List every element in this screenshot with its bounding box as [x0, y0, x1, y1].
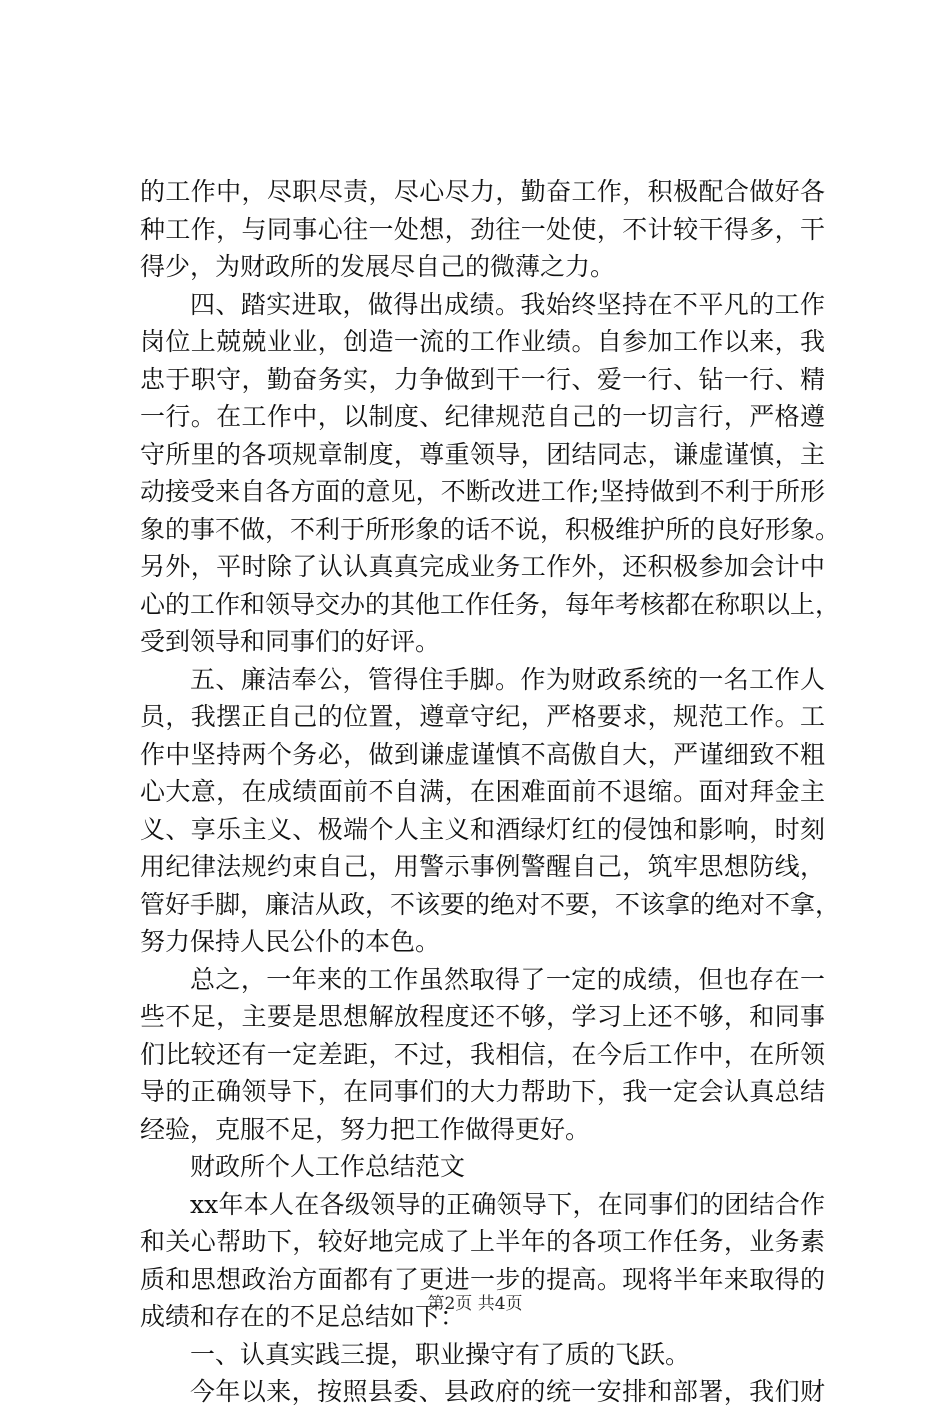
text-line: 质和思想政治方面都有了更进一步的提高。现将半年来取得的: [140, 1264, 825, 1294]
paragraph-start-line: 四、踏实进取，做得出成绩。我始终坚持在不平凡的工作: [190, 289, 825, 319]
text-line: 一行。在工作中，以制度、纪律规范自己的一切言行，严格遵: [140, 402, 825, 431]
text-line: 忠于职守，勤奋务实，力争做到干一行、爱一行、钻一行、精: [140, 364, 825, 394]
text-line: 们比较还有一定差距，不过，我相信，在今后工作中，在所领: [140, 1039, 825, 1069]
text-line: 努力保持人民公仆的本色。: [140, 927, 441, 956]
page-number-footer: 第2页 共4页: [427, 1294, 523, 1314]
text-line: 象的事不做，不利于所形象的话不说，积极维护所的良好形象。: [140, 514, 841, 544]
text-line: 员，我摆正自己的位置，遵章守纪，严格要求，规范工作。工: [140, 702, 825, 731]
text-line: 受到领导和同事们的好评。: [140, 627, 441, 656]
text-line: 另外，平时除了认认真真完成业务工作外，还积极参加会计中: [140, 552, 825, 581]
text-line: 导的正确领导下，在同事们的大力帮助下，我一定会认真总结: [140, 1077, 825, 1106]
paragraph-start-line: xx年本人在各级领导的正确领导下，在同事们的团结合作: [190, 1189, 825, 1219]
text-line: 岗位上兢兢业业，创造一流的工作业绩。自参加工作以来，我: [140, 327, 825, 356]
text-line: 动接受来自各方面的意见，不断改进工作;坚持做到不利于所形: [140, 477, 825, 506]
text-line: 和关心帮助下，较好地完成了上半年的各项工作任务，业务素: [140, 1227, 825, 1256]
text-line: 经验，克服不足，努力把工作做得更好。: [140, 1114, 591, 1144]
paragraph-start-line: 今年以来，按照县委、县政府的统一安排和部署，我们财: [190, 1377, 825, 1406]
section-heading: 财政所个人工作总结范文: [190, 1152, 466, 1181]
document-body: [140, 173, 841, 1411]
paragraph-start-line: 五、廉洁奉公，管得住手脚。作为财政系统的一名工作人: [190, 664, 825, 694]
subsection-heading: 一、认真实践三提，职业操守有了质的飞跃。: [190, 1339, 691, 1369]
text-line: 作中坚持两个务必，做到谦虚谨慎不高傲自大，严谨细致不粗: [140, 739, 825, 769]
text-line: 心大意，在成绩面前不自满，在困难面前不退缩。面对拜金主: [140, 777, 825, 806]
text-line: 守所里的各项规章制度，尊重领导，团结同志，谦虚谨慎，主: [140, 439, 825, 469]
text-line: 得少，为财政所的发展尽自己的微薄之力。: [140, 252, 616, 281]
text-line: 些不足，主要是思想解放程度还不够，学习上还不够，和同事: [140, 1002, 825, 1031]
paragraph-start-line: 总之，一年来的工作虽然取得了一定的成绩，但也存在一: [190, 964, 825, 994]
text-line: 成绩和存在的不足总结如下：: [140, 1302, 466, 1331]
text-line: 种工作，与同事心往一处想，劲往一处使，不计较干得多，干: [140, 214, 825, 244]
text-line: 用纪律法规约束自己，用警示事例警醒自己，筑牢思想防线，: [140, 852, 825, 881]
text-line: 管好手脚，廉洁从政，不该要的绝对不要，不该拿的绝对不拿，: [140, 889, 841, 919]
text-line: 的工作中，尽职尽责，尽心尽力，勤奋工作，积极配合做好各: [140, 177, 825, 206]
text-line: 心的工作和领导交办的其他工作任务，每年考核都在称职以上，: [140, 589, 841, 619]
text-line: 义、享乐主义、极端个人主义和酒绿灯红的侵蚀和影响，时刻: [140, 814, 825, 844]
